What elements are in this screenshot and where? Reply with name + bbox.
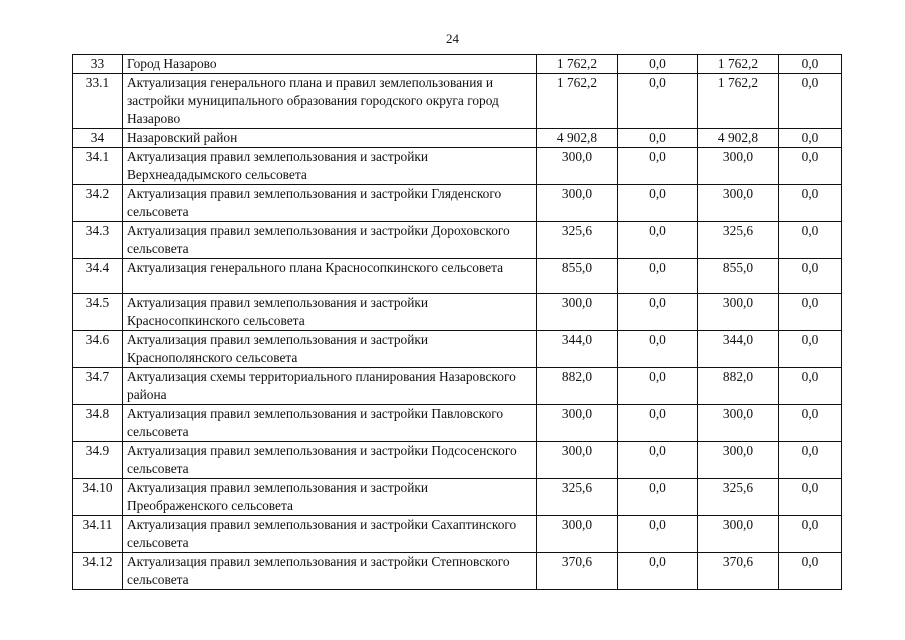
table-row <box>73 129 842 148</box>
row-number: 34.6 <box>73 331 123 368</box>
row-value-total: 300,0 <box>537 294 618 331</box>
row-value-4: 0,0 <box>779 405 842 442</box>
row-value-4: 0,0 <box>779 516 842 553</box>
row-name: Назаровский район <box>123 129 537 148</box>
row-number: 34.2 <box>73 185 123 222</box>
row-value-2: 0,0 <box>618 185 698 222</box>
row-name: Актуализация правил землепользования и застройки Павловского сельсовета <box>123 405 537 442</box>
row-number: 34.4 <box>73 259 123 294</box>
row-name: Актуализация правил землепользования и застройки Подсосенского сельсовета <box>123 442 537 479</box>
row-value-4: 0,0 <box>779 185 842 222</box>
row-number: 34 <box>73 129 123 148</box>
row-name: Город Назарово <box>123 55 537 74</box>
row-value-4: 0,0 <box>779 148 842 185</box>
row-value-total: 300,0 <box>537 516 618 553</box>
row-value-2: 0,0 <box>618 55 698 74</box>
row-name: Актуализация правил землепользования и застройки Сахаптинского сельсовета <box>123 516 537 553</box>
table-row <box>73 74 842 129</box>
row-number: 33 <box>73 55 123 74</box>
row-value-total: 300,0 <box>537 185 618 222</box>
row-value-4: 0,0 <box>779 55 842 74</box>
row-number: 34.1 <box>73 148 123 185</box>
row-number: 34.12 <box>73 553 123 590</box>
row-value-3: 4 902,8 <box>698 129 779 148</box>
row-value-4: 0,0 <box>779 368 842 405</box>
table-row <box>73 442 842 479</box>
row-value-2: 0,0 <box>618 368 698 405</box>
row-value-total: 300,0 <box>537 442 618 479</box>
row-value-3: 882,0 <box>698 368 779 405</box>
row-name: Актуализация правил землепользования и застройки Преображенского сельсовета <box>123 479 537 516</box>
table-row <box>73 405 842 442</box>
row-value-total: 325,6 <box>537 479 618 516</box>
table-row <box>73 331 842 368</box>
table-row <box>73 479 842 516</box>
table-row <box>73 55 842 74</box>
table-row <box>73 553 842 590</box>
table-row <box>73 368 842 405</box>
row-value-3: 1 762,2 <box>698 55 779 74</box>
table-row <box>73 148 842 185</box>
row-value-4: 0,0 <box>779 222 842 259</box>
row-value-3: 300,0 <box>698 442 779 479</box>
row-value-4: 0,0 <box>779 479 842 516</box>
row-value-3: 855,0 <box>698 259 779 294</box>
row-value-3: 344,0 <box>698 331 779 368</box>
table-row <box>73 222 842 259</box>
table-row <box>73 259 842 294</box>
row-value-2: 0,0 <box>618 442 698 479</box>
row-value-3: 300,0 <box>698 516 779 553</box>
row-value-total: 882,0 <box>537 368 618 405</box>
row-value-2: 0,0 <box>618 259 698 294</box>
row-value-3: 325,6 <box>698 479 779 516</box>
row-number: 34.3 <box>73 222 123 259</box>
row-value-total: 300,0 <box>537 405 618 442</box>
row-name: Актуализация правил землепользования и застройки Дороховского сельсовета <box>123 222 537 259</box>
row-value-2: 0,0 <box>618 148 698 185</box>
row-value-total: 370,6 <box>537 553 618 590</box>
row-value-total: 1 762,2 <box>537 55 618 74</box>
row-name: Актуализация правил землепользования и застройки Краснополянского сельсовета <box>123 331 537 368</box>
row-value-total: 300,0 <box>537 148 618 185</box>
row-name: Актуализация генерального плана Красносопкинского сельсовета <box>123 259 537 294</box>
row-number: 34.11 <box>73 516 123 553</box>
row-value-2: 0,0 <box>618 222 698 259</box>
row-value-4: 0,0 <box>779 553 842 590</box>
row-value-2: 0,0 <box>618 479 698 516</box>
budget-table <box>72 54 842 590</box>
row-number: 34.8 <box>73 405 123 442</box>
row-value-2: 0,0 <box>618 516 698 553</box>
row-value-3: 300,0 <box>698 294 779 331</box>
row-value-4: 0,0 <box>779 294 842 331</box>
row-name: Актуализация схемы территориального планирования Назаровского района <box>123 368 537 405</box>
row-number: 34.10 <box>73 479 123 516</box>
row-value-2: 0,0 <box>618 74 698 129</box>
row-name: Актуализация правил землепользования и застройки Красносопкинского сельсовета <box>123 294 537 331</box>
row-value-3: 1 762,2 <box>698 74 779 129</box>
row-name: Актуализация правил землепользования и застройки Верхнеададымского сельсовета <box>123 148 537 185</box>
row-value-3: 300,0 <box>698 405 779 442</box>
row-value-3: 370,6 <box>698 553 779 590</box>
row-value-2: 0,0 <box>618 294 698 331</box>
row-value-4: 0,0 <box>779 74 842 129</box>
row-value-4: 0,0 <box>779 129 842 148</box>
row-number: 33.1 <box>73 74 123 129</box>
row-value-3: 325,6 <box>698 222 779 259</box>
row-value-2: 0,0 <box>618 331 698 368</box>
row-value-2: 0,0 <box>618 405 698 442</box>
row-name: Актуализация правил землепользования и застройки Степновского сельсовета <box>123 553 537 590</box>
row-value-total: 4 902,8 <box>537 129 618 148</box>
table-row <box>73 516 842 553</box>
row-value-3: 300,0 <box>698 185 779 222</box>
row-value-4: 0,0 <box>779 259 842 294</box>
row-value-2: 0,0 <box>618 129 698 148</box>
row-value-total: 344,0 <box>537 331 618 368</box>
row-number: 34.9 <box>73 442 123 479</box>
page-number: 24 <box>446 31 459 46</box>
row-value-total: 1 762,2 <box>537 74 618 129</box>
row-value-4: 0,0 <box>779 442 842 479</box>
row-value-4: 0,0 <box>779 331 842 368</box>
table-row <box>73 294 842 331</box>
row-value-total: 855,0 <box>537 259 618 294</box>
row-value-3: 300,0 <box>698 148 779 185</box>
row-name: Актуализация правил землепользования и застройки Гляденского сельсовета <box>123 185 537 222</box>
table-row <box>73 185 842 222</box>
row-value-total: 325,6 <box>537 222 618 259</box>
row-number: 34.5 <box>73 294 123 331</box>
row-number: 34.7 <box>73 368 123 405</box>
row-name: Актуализация генерального плана и правил землепользования и застройки муниципального образования городского округа город Назарово <box>123 74 537 129</box>
row-value-2: 0,0 <box>618 553 698 590</box>
